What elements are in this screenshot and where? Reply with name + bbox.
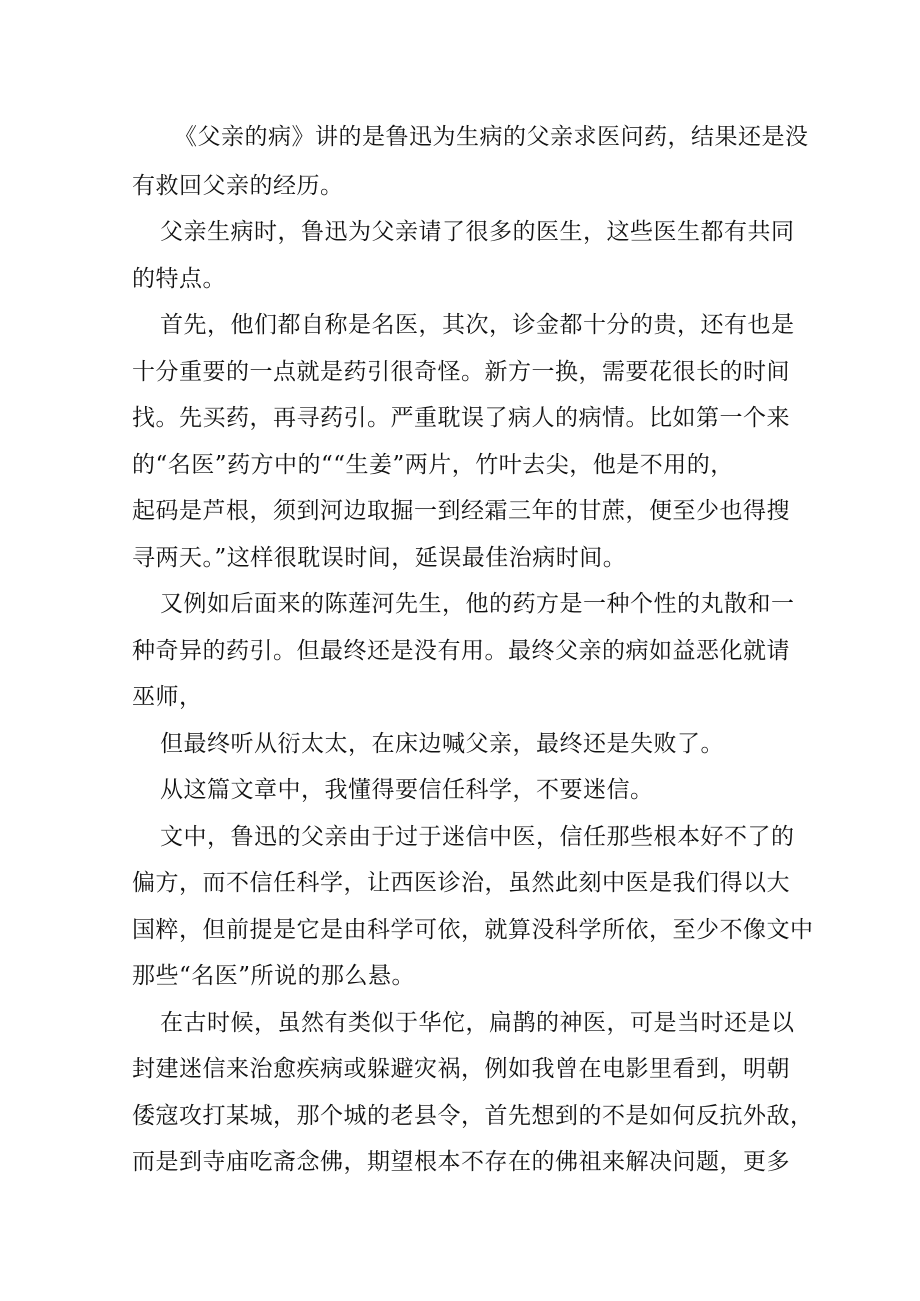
- paragraph-3-line-4: 的“名医”药方中的““生姜”两片，竹叶去尖，他是不用的，: [132, 452, 734, 478]
- paragraph-4-line-3: 巫师，: [132, 684, 203, 710]
- paragraph-3-line-3: 找。先买药，再寻药引。严重耽误了病人的病情。比如第一个来: [132, 405, 790, 431]
- paragraph-7-line-1: 文中，鲁迅的父亲由于过于迷信中医，信任那些根本好不了的: [160, 824, 795, 850]
- paragraph-7-line-3: 国粹，但前提是它是由科学可依，就算没科学所依，至少不像文中: [132, 917, 814, 943]
- paragraph-5-line-1: 但最终听从衍太太，在床边喊父亲，最终还是失败了。: [160, 731, 724, 757]
- paragraph-1-line-1: 《父亲的病》讲的是鲁迅为生病的父亲求医问药，结果还是没: [174, 124, 809, 150]
- paragraph-4-line-1: 又例如后面来的陈莲河先生，他的药方是一种个性的丸散和一: [160, 591, 795, 617]
- paragraph-3-line-2: 十分重要的一点就是药引很奇怪。新方一换，需要花很长的时间: [132, 359, 790, 385]
- paragraph-3-line-1: 首先，他们都自称是名医，其次，诊金都十分的贵，还有也是: [160, 312, 795, 338]
- paragraph-6-line-1: 从这篇文章中，我懂得要信任科学，不要迷信。: [160, 777, 654, 803]
- paragraph-7-line-4: 那些“名医”所说的那么悬。: [132, 963, 416, 989]
- paragraph-8-line-4: 而是到寺庙吃斋念佛，期望根本不存在的佛祖来解决问题，更多: [132, 1149, 790, 1175]
- paragraph-8-line-1: 在古时候，虽然有类似于华佗，扁鹊的神医，可是当时还是以: [160, 1010, 795, 1036]
- paragraph-8-line-2: 封建迷信来治愈疾病或躲避灾祸，例如我曾在电影里看到，明朝: [132, 1056, 790, 1082]
- paragraph-3-line-6: 寻两天。”这样很耽误时间，延误最佳治病时间。: [132, 545, 627, 571]
- paragraph-7-line-2: 偏方，而不信任科学，让西医诊治，虽然此刻中医是我们得以大: [132, 870, 790, 896]
- paragraph-8-line-3: 倭寇攻打某城，那个城的老县令，首先想到的不是如何反抗外敌，: [132, 1103, 814, 1129]
- paragraph-2-line-1: 父亲生病时，鲁迅为父亲请了很多的医生，这些医生都有共同: [160, 219, 795, 245]
- paragraph-1-line-2: 有救回父亲的经历。: [132, 173, 344, 199]
- paragraph-4-line-2: 种奇异的药引。但最终还是没有用。最终父亲的病如益恶化就请: [132, 638, 790, 664]
- paragraph-2-line-2: 的特点。: [132, 266, 226, 292]
- paragraph-3-line-5: 起码是芦根，须到河边取掘一到经霜三年的甘蔗，便至少也得搜: [132, 498, 790, 524]
